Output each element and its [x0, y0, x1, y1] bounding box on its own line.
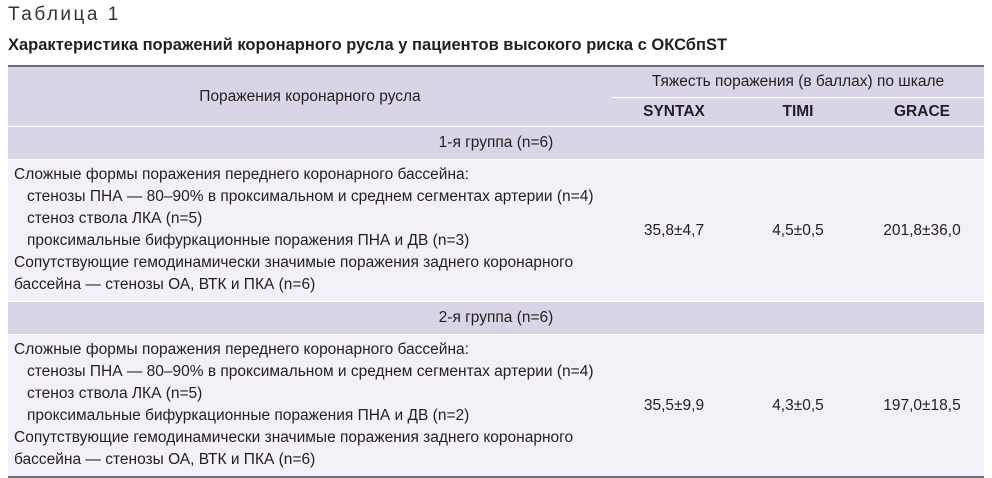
header-severity-group: Тяжесть поражения (в баллах) по шкале [612, 67, 984, 98]
header-grace: GRACE [894, 103, 950, 120]
timi-value: 4,5±0,5 [772, 221, 824, 239]
table-title: Характеристика поражений коронарного русла у пациентов высокого риска с ОКСбпST [8, 36, 728, 54]
group-label: 1-я группа (n=6) [438, 134, 554, 151]
description-line: стенозы ПНА — 80–90% в проксимальном и среднем сегментах артерии (n=4) [27, 188, 594, 205]
syntax-value: 35,5±9,9 [643, 396, 705, 414]
lesion-severity-table [8, 65, 984, 478]
lesion-description [14, 339, 593, 471]
description-line: стенозы ПНА — 80–90% в проксимальном и среднем сегментах артерии (n=4) [27, 363, 594, 380]
header-timi: TIMI [782, 103, 814, 120]
description-line: Сложные формы поражения переднего коронарного бассейна: [14, 341, 469, 358]
description-line: стеноз ствола ЛКА (n=5) [27, 385, 203, 402]
table-row [8, 159, 984, 301]
group-row [8, 301, 984, 334]
syntax-value: 35,8±4,7 [643, 221, 705, 239]
description-line: проксимальные бифуркационные поражения ПНА и ДВ (n=2) [27, 407, 470, 424]
description-line: бассейна — стенозы ОА, ВТК и ПКА (n=6) [14, 451, 316, 468]
description-line: Сопутствующие гемодинамически значимые поражения заднего коронарного [14, 254, 574, 271]
table-row [8, 334, 984, 478]
description-line: Сложные формы поражения переднего коронарного бассейна: [14, 166, 469, 183]
description-line: проксимальные бифуркационные поражения ПНА и ДВ (n=3) [27, 232, 470, 249]
description-line: стеноз ствола ЛКА (n=5) [27, 210, 203, 227]
description-line: бассейна — стенозы ОА, ВТК и ПКА (n=6) [14, 276, 316, 293]
header-lesions: Поражения коронарного русла [199, 87, 421, 105]
group-label: 2-я группа (n=6) [438, 309, 554, 326]
group-row [8, 126, 984, 159]
table-number-label: Таблица 1 [8, 4, 121, 25]
description-line: Сопутствующие гемодинамически значимые поражения заднего коронарного [14, 429, 574, 446]
grace-value: 197,0±18,5 [883, 396, 961, 414]
table-header-row [8, 67, 984, 126]
lesion-description [14, 164, 593, 296]
grace-value: 201,8±36,0 [883, 221, 961, 239]
header-syntax: SYNTAX [643, 103, 705, 120]
timi-value: 4,3±0,5 [772, 396, 824, 414]
